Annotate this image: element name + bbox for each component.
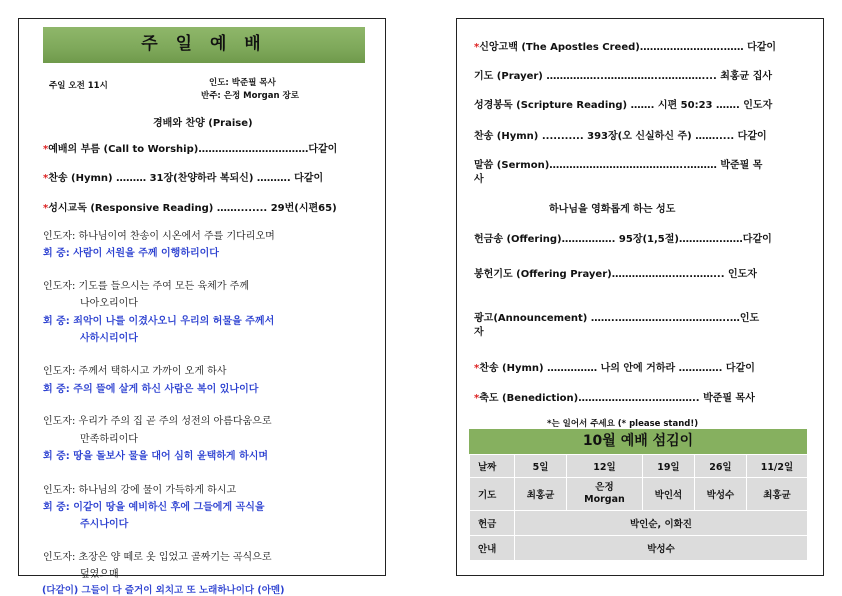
- all-response: (다같이) 그들이 다 즐거이 외치고 또 노래하나이다 (아멘): [42, 585, 285, 596]
- people-response: 회 중: 이같이 땅을 예비하신 후에 그들에게 곡식을: [43, 502, 265, 513]
- schedule-title: 10월 예배 섬김이: [469, 429, 807, 454]
- people-response: 회 중: 주의 뜰에 살게 하신 사람은 복이 있나이다: [43, 384, 259, 395]
- usher-cell: 박성수: [514, 535, 807, 560]
- date-label: 날짜: [469, 454, 514, 477]
- date-cell: 11/2일: [746, 454, 807, 477]
- leader-line: 인도: 박준필 목사: [209, 78, 276, 88]
- call-to-worship: *예배의 부름 (Call to Worship)……………………………다같이: [43, 144, 338, 155]
- leader-response-cont: 덮였으매: [80, 569, 119, 580]
- prayer-line: 기도 (Prayer) ……………..……………..………….... 최홍균 집사: [474, 71, 773, 82]
- offering-line: 헌금송 (Offering)……………. 95장(1,5절)………….……다같이: [474, 234, 772, 245]
- leader-response: 인도자: 하나님의 강에 물이 가득하게 하시고: [43, 485, 237, 496]
- prayer-cell: 박인석: [642, 477, 694, 510]
- table-row: [469, 535, 807, 560]
- worship-title: 주 일 예 배: [43, 27, 365, 63]
- prayer-cell: 은정 Morgan: [566, 477, 642, 510]
- people-response-cont: 주시나이다: [80, 519, 129, 530]
- hymn-line-3: *찬송 (Hymn) …………… 나의 안에 거하라 …………. 다같이: [474, 363, 755, 374]
- announcement-line-cont: 자: [474, 327, 484, 338]
- prayer-label: 기도: [469, 477, 514, 510]
- service-time: 주일 오전 11시: [49, 81, 108, 91]
- sermon-line-cont: 사: [474, 174, 484, 185]
- left-page: [18, 18, 386, 580]
- usher-label: 안내: [469, 535, 514, 560]
- schedule-table: [469, 454, 807, 560]
- prayer-cell: 최홍균: [514, 477, 566, 510]
- date-cell: 19일: [642, 454, 694, 477]
- leader-response: 인도자: 초장은 양 떼로 옷 입었고 골짜기는 곡식으로: [43, 552, 272, 563]
- stand-note: *는 일어서 주세요 (* please stand!): [547, 419, 699, 429]
- hymn-line: *찬송 (Hymn) ……… 31장(찬양하라 복되신) ………. 다같이: [43, 173, 324, 184]
- date-cell: 26일: [694, 454, 746, 477]
- scripture-line: 성경봉독 (Scripture Reading) ……. 시편 50:23 ……. 인도자: [474, 100, 773, 111]
- hymn-line-2: 찬송 (Hymn) ........... 393장(오 신실하신 주) ……..... 다같이: [474, 131, 767, 142]
- offering-prayer-line: 봉헌기도 (Offering Prayer)……………….…..……... 인도자: [474, 269, 757, 280]
- people-response: 회 중: 땅을 돌보사 물을 대어 심히 윤택하게 하시며: [43, 451, 269, 462]
- offering-label: 헌금: [469, 510, 514, 535]
- people-response: 회 중: 죄악이 나를 이겼사오니 우리의 허물을 주께서: [43, 316, 275, 327]
- prayer-cell: 박성수: [694, 477, 746, 510]
- sermon-line: 말씀 (Sermon)…………………………………..……… 박준필 목: [474, 160, 763, 171]
- people-response-cont: 사하시리이다: [80, 333, 138, 344]
- responsive-reading: *성시교독 (Responsive Reading) ……........ 29번(시편65): [43, 203, 337, 214]
- table-row: [469, 477, 807, 510]
- praise-heading: 경배와 찬양 (Praise): [153, 118, 253, 129]
- leader-response: 인도자: 주께서 택하시고 가까이 오게 하사: [43, 366, 227, 377]
- creed-line: *신앙고백 (The Apostles Creed)…………………….…… 다같이: [474, 42, 777, 53]
- prayer-cell: 최홍균: [746, 477, 807, 510]
- leader-response: 인도자: 기도를 들으시는 주여 모든 육체가 주께: [43, 281, 249, 292]
- people-response: 회 중: 사람이 서원을 주께 이행하리이다: [43, 248, 219, 259]
- date-cell: 5일: [514, 454, 566, 477]
- subheading: 하나님을 영화롭게 하는 성도: [549, 204, 676, 215]
- leader-response: 인도자: 하나님이여 찬송이 시온에서 주를 기다리오며: [43, 231, 275, 242]
- benediction-line: *축도 (Benediction)………………….………….. 박준필 목사: [474, 393, 755, 404]
- leader-response-cont: 나아오리이다: [80, 298, 138, 309]
- announcement-line: 광고(Announcement) ……..…………….……………..…인도: [474, 313, 760, 324]
- offering-cell: 박인순, 이화진: [514, 510, 807, 535]
- leader-response-cont: 만족하리이다: [80, 434, 138, 445]
- serving-schedule: [469, 429, 807, 560]
- date-cell: 12일: [566, 454, 642, 477]
- table-row: [469, 510, 807, 535]
- accompanist-line: 반주: 은정 Morgan 장로: [201, 91, 299, 101]
- table-row: [469, 454, 807, 477]
- leader-response: 인도자: 우리가 주의 집 곧 주의 성전의 아름다움으로: [43, 416, 272, 427]
- right-page: [456, 18, 824, 576]
